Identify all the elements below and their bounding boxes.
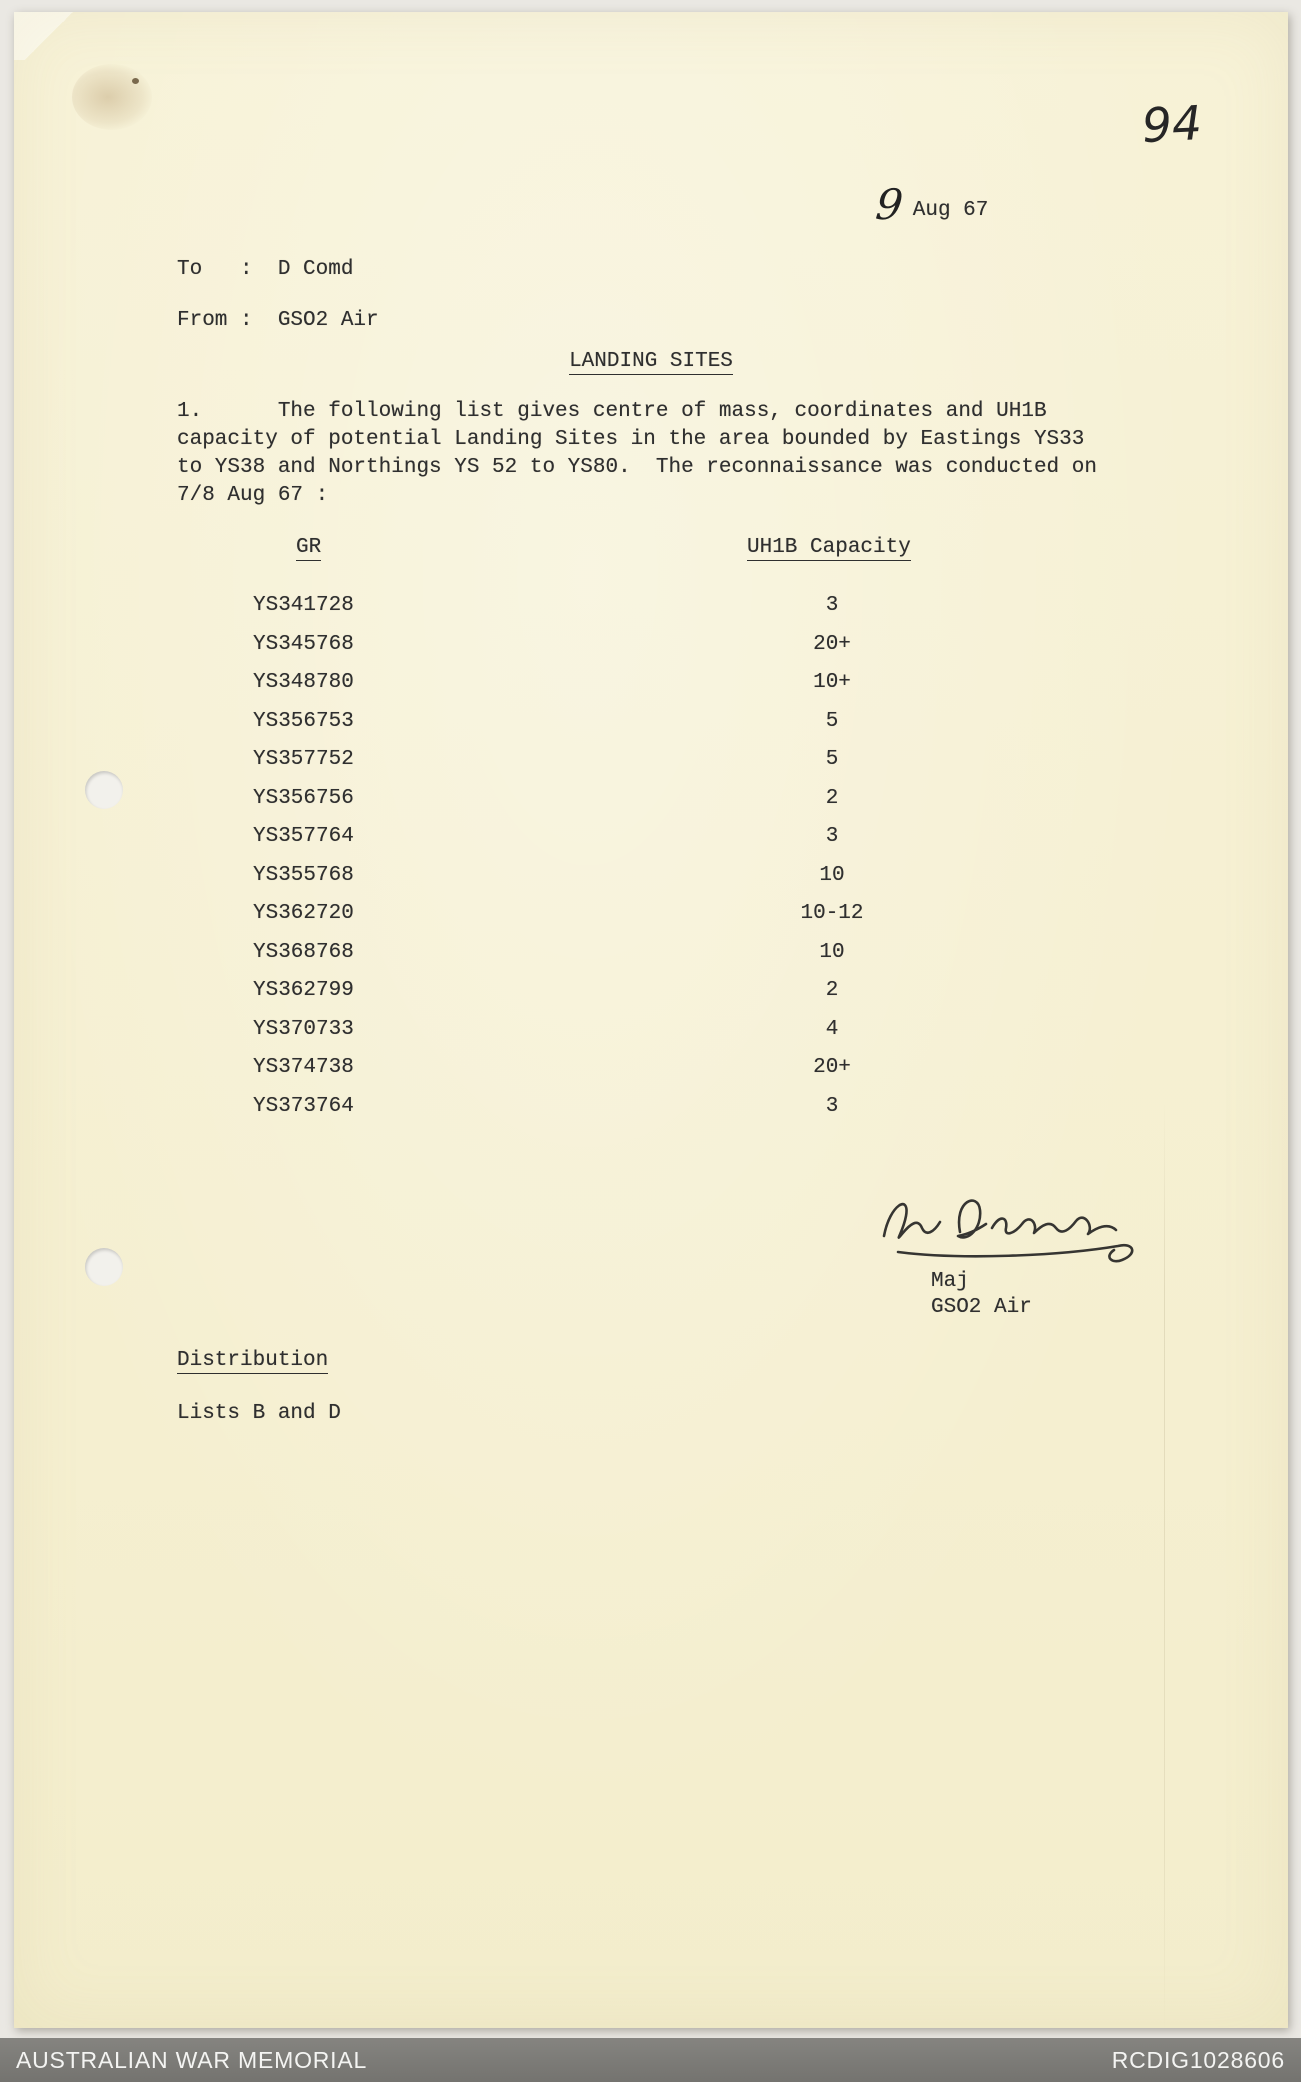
date-line <box>873 180 989 229</box>
uh1b-capacity: 3 <box>825 1094 839 1118</box>
uh1b-capacity: 20+ <box>813 632 851 656</box>
footer-bar <box>0 2038 1301 2082</box>
table-row <box>177 594 977 633</box>
uh1b-capacity: 3 <box>825 594 839 617</box>
grid-reference: YS368768 <box>253 940 354 964</box>
punch-hole-top <box>85 771 123 809</box>
intro-paragraph: 1. The following list gives centre of mass, coordinates and UH1B capacity of potential Landing Sites in the area bounded by Eastings YS33 to YS38 and Northings YS 52 to YS80. The reconnaissance was conducted on 7/8 Aug 67 : <box>177 400 1110 507</box>
paper-crease <box>1164 1102 1165 2032</box>
uh1b-capacity: 10-12 <box>800 902 864 925</box>
to-line: To : D Comd <box>177 258 354 281</box>
grid-reference: YS341728 <box>253 594 354 617</box>
grid-reference: YS374738 <box>253 1056 354 1079</box>
grid-reference: YS357764 <box>253 825 354 848</box>
table-row <box>177 902 977 941</box>
table-row <box>177 979 977 1018</box>
table-row <box>177 864 977 903</box>
grid-reference: YS348780 <box>253 671 354 694</box>
handwritten-page-number: 94 <box>1140 96 1204 155</box>
uh1b-capacity: 5 <box>825 748 839 771</box>
grid-reference: YS356756 <box>253 786 354 810</box>
capacity-column-header: UH1B Capacity <box>747 536 911 559</box>
grid-reference: YS370733 <box>253 1017 354 1041</box>
uh1b-capacity: 10+ <box>813 671 851 694</box>
uh1b-capacity: 10 <box>819 863 845 887</box>
grid-reference: YS355768 <box>253 863 354 887</box>
document-title: LANDING SITES <box>569 350 733 373</box>
table-header-row <box>177 536 977 594</box>
table-row <box>177 671 977 710</box>
table-row <box>177 941 977 980</box>
table-row <box>177 787 977 826</box>
distribution-value: Lists B and D <box>177 1402 341 1425</box>
table-row <box>177 748 977 787</box>
grid-reference: YS373764 <box>253 1094 354 1118</box>
grid-reference: YS357752 <box>253 748 354 771</box>
uh1b-capacity: 5 <box>825 709 839 733</box>
from-line: From : GSO2 Air <box>177 309 379 332</box>
table-row <box>177 710 977 749</box>
ink-speck <box>132 78 139 84</box>
footer-archive-name: AUSTRALIAN WAR MEMORIAL <box>16 2046 368 2073</box>
signoff-title: GSO2 Air <box>931 1296 1032 1319</box>
uh1b-capacity: 10 <box>819 940 845 964</box>
table-row <box>177 1018 977 1057</box>
table-row <box>177 1095 977 1134</box>
table-row <box>177 633 977 672</box>
punch-hole-bottom <box>85 1248 123 1286</box>
corner-fold <box>14 12 84 60</box>
table-body <box>177 594 977 1133</box>
uh1b-capacity: 3 <box>825 825 839 848</box>
gr-column-header: GR <box>296 536 322 559</box>
handwritten-day: 9 <box>873 180 906 229</box>
uh1b-capacity: 2 <box>825 979 839 1002</box>
stain-mark <box>72 64 152 130</box>
document-page <box>14 12 1288 2028</box>
grid-reference: YS356753 <box>253 709 354 733</box>
uh1b-capacity: 4 <box>825 1017 839 1041</box>
footer-reference-id: RCDIG1028606 <box>1111 2046 1285 2073</box>
table-row <box>177 825 977 864</box>
signoff-rank: Maj <box>931 1270 969 1293</box>
typed-date: Aug 67 <box>912 199 989 222</box>
title-wrap <box>14 350 1288 373</box>
grid-reference: YS345768 <box>253 632 354 656</box>
uh1b-capacity: 20+ <box>813 1056 851 1079</box>
distribution-heading-wrap <box>177 1349 328 1374</box>
grid-reference: YS362720 <box>253 902 354 925</box>
uh1b-capacity: 2 <box>825 786 839 810</box>
distribution-heading: Distribution <box>177 1349 329 1372</box>
signature <box>874 1184 1164 1276</box>
table-row <box>177 1056 977 1095</box>
landing-sites-table <box>177 536 977 1133</box>
grid-reference: YS362799 <box>253 979 354 1002</box>
